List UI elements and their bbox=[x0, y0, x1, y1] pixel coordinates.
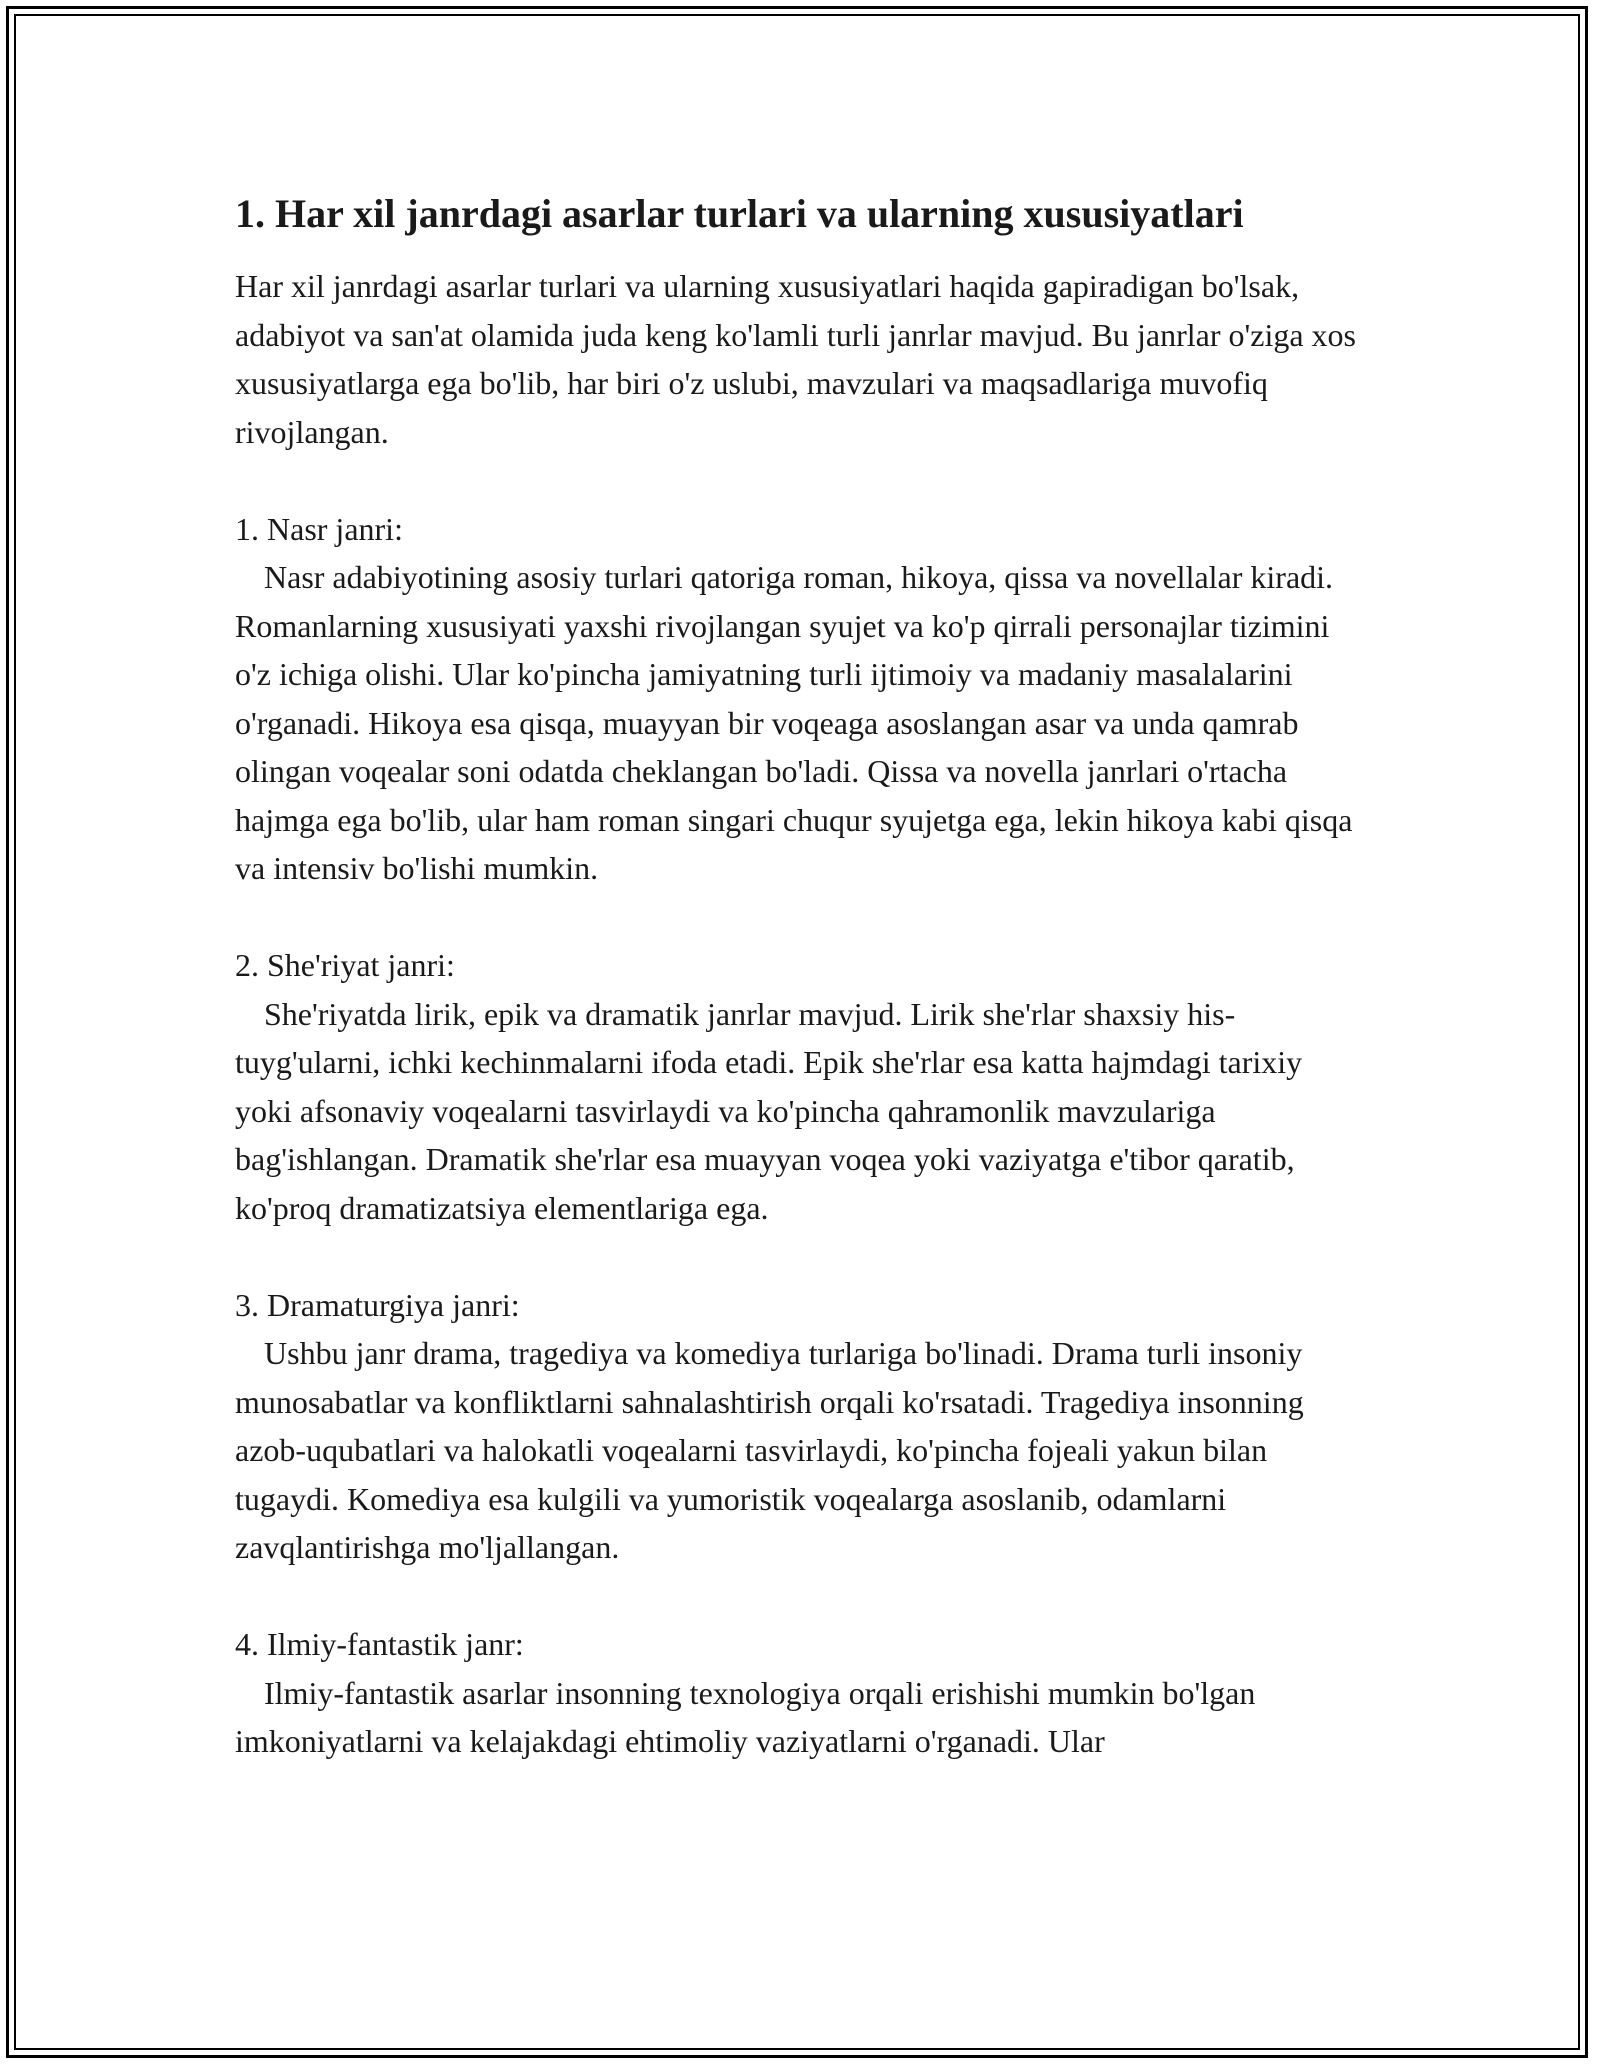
section-prose bbox=[235, 505, 1365, 893]
intro-paragraph: Har xil janrdagi asarlar turlari va ularning xususiyatlari haqida gapiradigan bo'lsak, adabiyot va san'at olamida juda keng ko'lamli turli janrlar mavjud. Bu janrlar o'ziga xos xususiyatlarga ega bo'lib, har biri o'z uslubi, mavzulari va maqsadlariga muvofiq rivojlangan. bbox=[235, 268, 1356, 450]
section-title: 3. Dramaturgiya janri: bbox=[235, 1286, 520, 1323]
section-body: Ushbu janr drama, tragediya va komediya turlariga bo'linadi. Drama turli insoniy munosabatlar va konfliktlarni sahnalashtirish orqali ko'rsatadi. Tragediya insonning azob-uqubatlari va halokatli voqealarni tasvirlaydi, ko'pincha fojeali yakun bilan tugaydi. Komediya esa kulgili va yumoristik voqealarga asoslanib, odamlarni zavqlantirishga mo'ljallangan. bbox=[235, 1335, 1304, 1565]
section-drama bbox=[235, 1281, 1365, 1572]
section-title: 2. She'riyat janri: bbox=[235, 947, 455, 983]
document-content bbox=[235, 186, 1365, 1766]
section-body: Nasr adabiyotining asosiy turlari qatoriga roman, hikoya, qissa va novellalar kiradi. Romanlarning xususiyati yaxshi rivojlangan syujet va ko'p qirrali personajlar tizimini o'z ichiga olishi. Ular ko'pincha jamiyatning turli ijtimoiy va madaniy masalalarini o'rganadi. Hikoya esa qisqa, muayyan bir voqeaga asoslangan asar va unda qamrab olingan voqealar soni odatda cheklangan bo'ladi. Qissa va novella janrlari o'rtacha hajmga ega bo'lib, ular ham roman singari chuqur syujetga ega, lekin hikoya kabi qisqa va intensiv bo'lishi mumkin. bbox=[235, 559, 1353, 886]
section-science-fiction bbox=[235, 1620, 1365, 1766]
document-heading: 1. Har xil janrdagi asarlar turlari va ularning xususiyatlari bbox=[235, 191, 1244, 236]
section-body: She'riyatda lirik, epik va dramatik janrlar mavjud. Lirik she'rlar shaxsiy his-tuyg'ularni, ichki kechinmalarni ifoda etadi. Epik she'rlar esa katta hajmdagi tarixiy yoki afsonaviy voqealarni tasvirlaydi va ko'pincha qahramonlik mavzulariga bag'ishlangan. Dramatik she'rlar esa muayyan voqea yoki vaziyatga e'tibor qaratib, ko'proq dramatizatsiya elementlariga ega. bbox=[235, 995, 1303, 1226]
section-title: 1. Nasr janri: bbox=[235, 510, 403, 547]
section-body: Ilmiy-fantastik asarlar insonning texnologiya orqali erishishi mumkin bo'lgan imkoniyatlarni va kelajakdagi ehtimoliy vaziyatlarni o'rganadi. Ular bbox=[235, 1674, 1256, 1759]
section-poetry bbox=[235, 941, 1365, 1232]
section-title: 4. Ilmiy-fantastik janr: bbox=[235, 1626, 524, 1662]
